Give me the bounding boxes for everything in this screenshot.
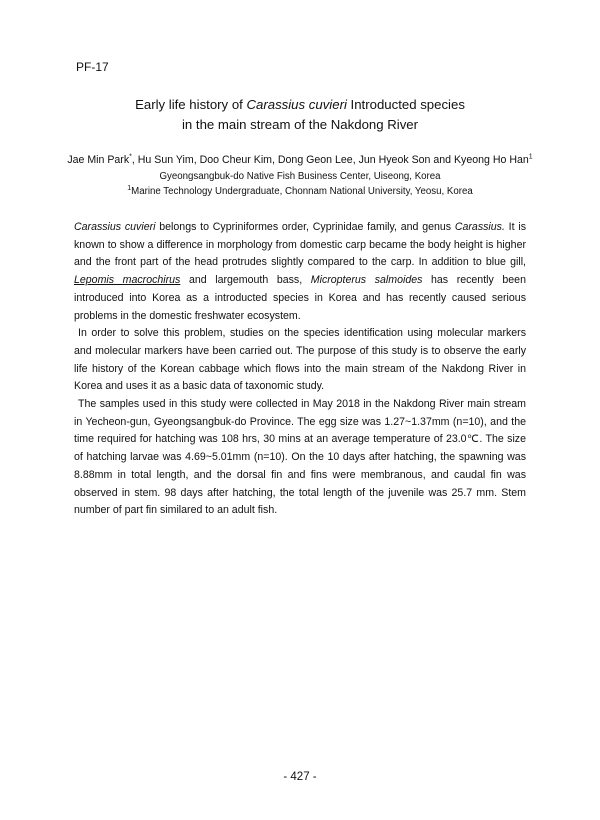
species-name: Carassius cuvieri — [74, 221, 156, 233]
author-name: Jae Min Park — [67, 154, 130, 166]
title-text: Early life history of — [135, 97, 247, 112]
title-line-1 — [0, 95, 600, 115]
paragraph-text: has recently been introduced into Korea as a introducted species in Korea and has recently caused serious problems in the domestic freshwater ecosystem. — [74, 274, 526, 322]
abstract-code: PF-17 — [76, 60, 109, 74]
title-text: Introducted species — [346, 97, 465, 112]
page-number: - 427 - — [283, 771, 317, 783]
paragraph-2: In order to solve this problem, studies on the species identification using molecular markers and molecular markers have been carried out. The purpose of this study is to observe the early life history of the Korean cabbage which flows into the main stream of the Nakdong River in Korea and uses it as a basic data of taxonomic study. — [74, 327, 526, 393]
affiliation-mark: 1 — [127, 184, 132, 192]
affiliation-text: Marine Technology Undergraduate, Chonnam National University, Yeosu, Korea — [131, 186, 473, 197]
affiliation-1: Gyeongsangbuk-do Native Fish Business Center, Uiseong, Korea — [159, 171, 441, 182]
author-names: , Hu Sun Yim, Doo Cheur Kim, Dong Geon Lee, Jun Hyeok Son and Kyeong Ho Han — [131, 154, 529, 166]
paragraph-text: It is known to show a difference in morphology from domestic carp became the body height is higher and the front part of the head protrudes slightly compared to the carp. In addition to blue gill, — [74, 221, 526, 269]
genus-name: Carassius. — [454, 221, 505, 233]
affiliation-mark: 1 — [528, 153, 533, 161]
affiliation-2 — [0, 186, 600, 197]
paragraph-1 — [74, 219, 526, 325]
corresponding-mark: * — [129, 153, 132, 161]
paragraph-text: and largemouth bass, — [180, 274, 311, 287]
paragraph-text: belongs to Cypriniformes order, Cyprinidae family, and genus — [155, 221, 455, 233]
author-list — [0, 152, 600, 168]
paper-title — [0, 95, 600, 135]
abstract-body — [74, 219, 526, 520]
title-line-2: in the main stream of the Nakdong River — [181, 117, 419, 132]
species-name: Micropterus salmoides — [310, 274, 423, 287]
paragraph-3: The samples used in this study were collected in May 2018 in the Nakdong River main stream in Yecheon-gun, Gyeongsangbuk-do Province. The egg size was 1.27~1.37mm (n=10), and the time required for hatching was 108 hrs, 30 mins at an average temperature of 23.0℃. The size of hatching larvae was 4.69~5.01mm (n=10). On the 10 days after hatching, the spawning was 8.88mm in total length, and the dorsal fin and fins were membranous, and caudal fin was observed in stem. 98 days after hatching, the total length of the juvenile was 25.7 mm. Stem number of part fin similared to an adult fish. — [74, 398, 526, 517]
species-name: Lepomis macrochirus — [74, 274, 181, 287]
title-species: Carassius cuvieri — [246, 97, 347, 112]
